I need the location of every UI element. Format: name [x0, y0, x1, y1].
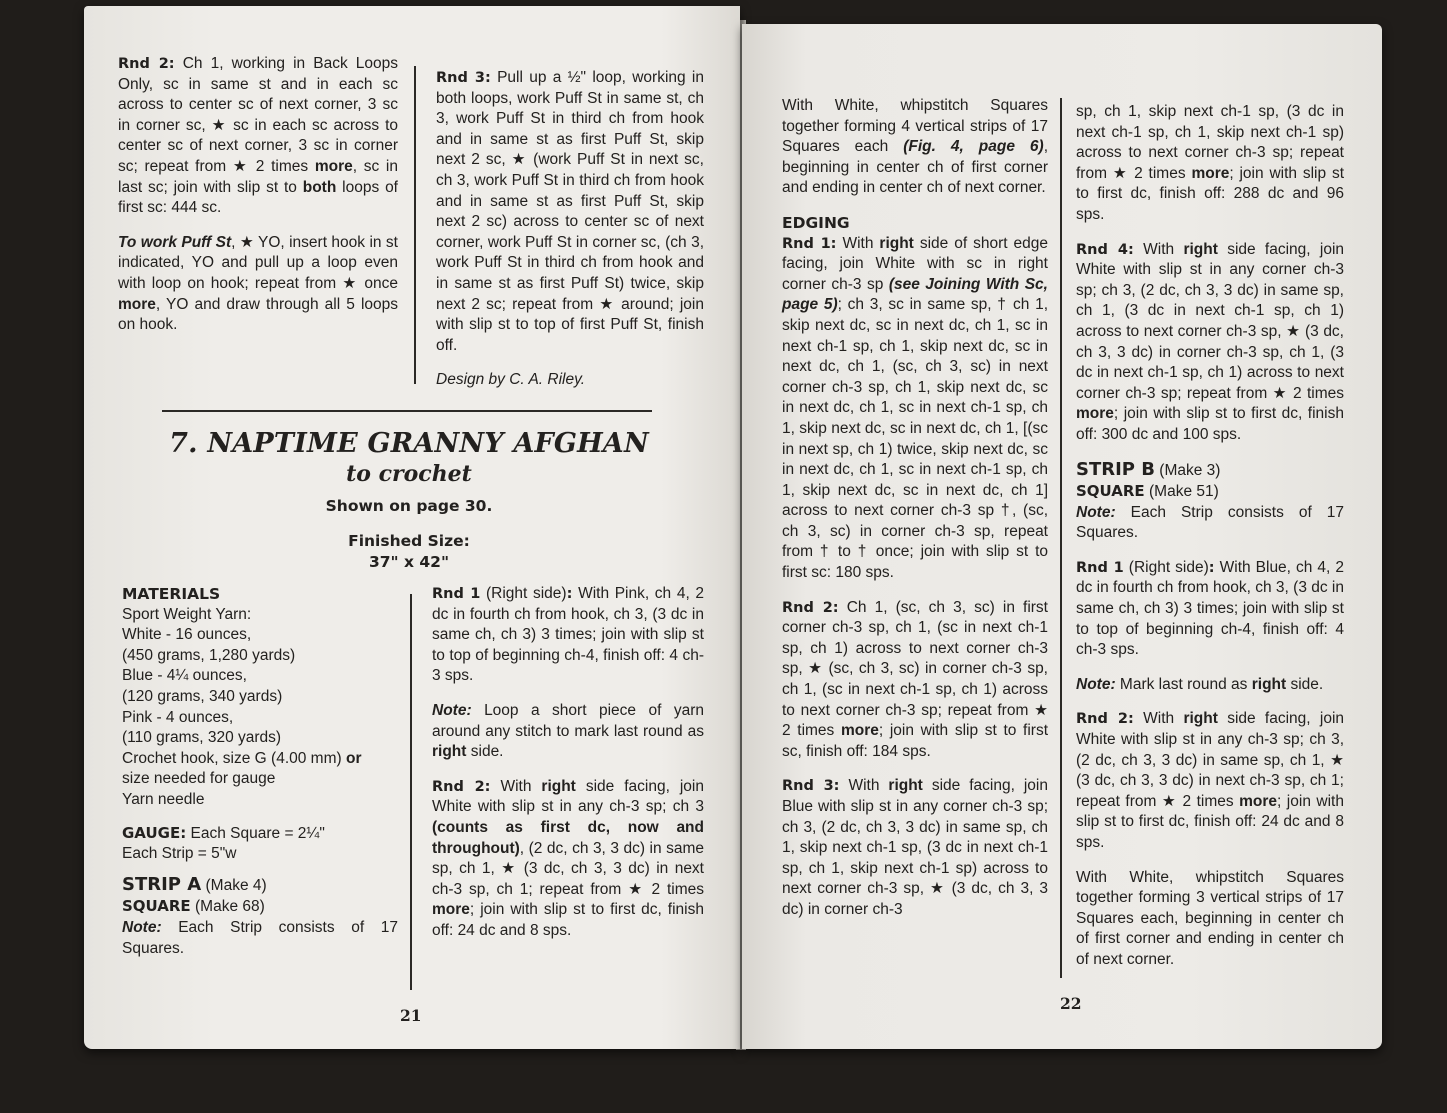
column-divider-2	[410, 594, 412, 990]
gauge-label: GAUGE:	[122, 823, 187, 842]
strip-b-rnd2-paragraph: Rnd 2: With right side facing, join White with slip st in any ch-3 sp; ch 3, (2 dc, ch 3, 3 dc) in same sp, ch 1, ★ (3 dc, ch 3, 3 dc) in next ch-3 sp, ch 1; repeat from ★ 2 times more; join with slip st to first dc, finish off: 24 dc and 8 sps.	[1076, 710, 1345, 851]
edging-rnd3-paragraph: Rnd 3: With right side facing, join Blue with slip st in any corner ch-3 sp; ch 3, (2 dc, ch 3, 3 dc) in same sp, ch 1, skip next ch-1 sp, (3 dc in next ch-1 sp, ch 1, skip next ch-1 sp) across to next corner ch-3 sp, ★ (3 dc, ch 3, 3 dc) in corner ch-3	[782, 777, 1048, 918]
materials-column	[122, 584, 398, 959]
rnd2-label: Rnd 2:	[118, 56, 175, 72]
rnd1-paragraph: Rnd 1 (Right side): With Pink, ch 4, 2 dc in fourth ch from hook, ch 3, (3 dc in same ch, ch 3) 3 times; join with slip st to top of beginning ch-4, finish off: 4 ch-3 sps.	[432, 585, 705, 685]
finished-size: Finished Size: 37" x 42"	[348, 532, 470, 571]
pattern-title-block	[144, 428, 674, 573]
rnd2-paragraph: Rnd 2: Ch 1, working in Back Loops Only, sc in same st and in each sc across to center sc of next corner, 3 sc in corner sc, ★ sc in each sc across to center sc of next corner, 3 sc in corner sc; repeat from ★ 2 times more, sc in last sc; join with slip st to both loops of first sc: 444 sc.	[118, 55, 399, 217]
gauge-block: GAUGE: Each Square = 2¼" Each Strip = 5"w	[122, 823, 325, 863]
strip-b-block: STRIP B (Make 3) SQUARE (Make 51) Note: Each Strip consists of 17 Squares.	[1076, 458, 1344, 542]
right-column-top	[436, 68, 704, 391]
page-number-right: 22	[1060, 994, 1082, 1013]
materials-heading: MATERIALS	[122, 585, 221, 603]
shown-on-page: Shown on page 30.	[325, 497, 493, 515]
right-page-column-1	[782, 96, 1048, 935]
whipstitch-paragraph: With White, whipstitch Squares together forming 4 vertical strips of 17 Squares each (Fig. 4, page 6), beginning in center ch of first corner and ending in center ch of next corner.	[782, 97, 1048, 197]
left-page	[84, 6, 740, 1049]
square-heading: SQUARE	[122, 897, 191, 916]
pattern-subtitle: to crochet	[346, 461, 472, 487]
right-page-column-2	[1076, 102, 1344, 985]
strip-a-heading: STRIP A	[122, 873, 202, 895]
continued-paragraph: sp, ch 1, skip next ch-1 sp, (3 dc in next ch-1 sp, ch 1, skip next ch-1 sp) across to next corner ch-3 sp; repeat from ★ 2 times more; join with slip st to first dc, finish off: 288 dc and 96 sps.	[1076, 103, 1344, 223]
puff-st-label: To work Puff St	[118, 233, 232, 251]
left-column-top	[118, 54, 398, 350]
rnd4-paragraph: Rnd 4: With right side facing, join White with slip st in any corner ch-3 sp; ch 3, (2 dc, ch 3, 3 dc) in same sp, ch 1, (3 dc in next ch-1 sp, ch 1) across to next corner ch-3 sp, ★ (3 dc, ch 3, 3 dc) in corner ch-3 sp, ch 1, (3 dc in next ch-1 sp, ch 1) across to next corner ch-3 sp; repeat from ★ 2 times more; join with slip st to first dc, finish off: 300 dc and 100 sps.	[1076, 240, 1345, 443]
edging-rnd2-paragraph: Rnd 2: Ch 1, (sc, ch 3, sc) in first corner ch-3 sp, ch 1, (sc in next ch-1 sp, ch 1) across to next corner ch-3 sp, ★ (sc, ch 3, sc) in corner ch-3 sp, ch 1, (sc in next ch-1 sp, ch 1) across to next corner ch-3 sp; repeat from ★ 2 times more; join with slip st to first sc, finish off: 184 sps.	[782, 598, 1048, 760]
right-page	[742, 24, 1382, 1049]
pattern-title: 7. NAPTIME GRANNY AFGHAN	[169, 428, 649, 459]
note-paragraph: Note: Loop a short piece of yarn around any stitch to mark last round as right side.	[432, 701, 704, 761]
strip-a-block: STRIP A (Make 4) SQUARE (Make 68) Note: Each Strip consists of 17 Squares.	[122, 873, 398, 957]
design-credit: Design by C. A. Riley.	[436, 371, 586, 389]
rounds-column	[432, 584, 704, 956]
strip-b-note-paragraph: Note: Mark last round as right side.	[1076, 675, 1324, 693]
materials-list: MATERIALS Sport Weight Yarn: White - 16 ounces, (450 grams, 1,280 yards) Blue - 4¼ ounces, (120 grams, 340 yards) Pink - 4 ounces, (110 grams, 320 yards) Crochet hook, size G (4.00 mm) or size needed for gauge Yarn needle	[122, 584, 398, 811]
page-number-left: 21	[400, 1006, 422, 1025]
rnd3-label: Rnd 3:	[436, 70, 491, 86]
strip-b-heading: STRIP B	[1076, 458, 1155, 480]
section-divider	[162, 410, 652, 412]
column-divider-3	[1060, 98, 1062, 978]
strip-b-rnd1-paragraph: Rnd 1 (Right side): With Blue, ch 4, 2 dc in fourth ch from hook, ch 3, (3 dc in same ch, ch 3) 3 times; join with slip st to top of beginning ch-4, finish off: 4 ch-3 sps.	[1076, 558, 1345, 659]
rnd3-paragraph: Rnd 3: Pull up a ½" loop, working in both loops, work Puff St in same st, ch 3, work Puff St in third ch from hook and in same st as first Puff St, skip next 2 sc, ★ (work Puff St in next sc, ch 3, work Puff St in third ch from hook and in same st as first Puff St, skip next 2 sc) across to center sc of next corner, work Puff St in corner sc, (ch 3, work Puff St in third ch from hook and in same st as first Puff St) twice, skip next 2 sc; repeat from ★ around; join with slip st to top of first Puff St, finish off.	[436, 69, 704, 354]
rnd2b-paragraph: Rnd 2: With right side facing, join White with slip st in any ch-3 sp; ch 3 (counts as first dc, now and throughout), (2 dc, ch 3, 3 dc) in same sp, ch 1, ★ (3 dc, ch 3, 3 dc) in next ch-3 sp, ch 1; repeat from ★ 2 times more; join with slip st to first dc, finish off: 24 dc and 8 sps.	[432, 777, 704, 939]
final-whipstitch-paragraph: With White, whipstitch Squares together forming 3 vertical strips of 17 Squares each, beginning in center ch of first corner and ending in center ch of next corner.	[1076, 868, 1344, 968]
edging-heading: EDGING	[782, 213, 850, 232]
puff-st-paragraph: To work Puff St, ★ YO, insert hook in st indicated, YO and pull up a loop even with loop on hook; repeat from ★ once more, YO and draw through all 5 loops on hook.	[118, 233, 398, 334]
column-divider	[414, 66, 416, 384]
edging-rnd1-paragraph: Rnd 1: With right side of short edge facing, join White with sc in right corner ch-3 sp (see Joining With Sc, page 5); ch 3, sc in same sp, † ch 1, skip next dc, sc in next dc, ch 1, sc in next ch-1 sp, ch 1, skip next dc, sc in next dc, ch 1, (sc, ch 3, sc) in next corner ch-3 sp, ch 1, skip next dc, sc in next dc, ch 1, sc in next ch-1 sp, ch 1, skip next dc, sc in next dc, ch 1, [(sc in next sp, ch 1) twice, skip next dc, sc in next dc, ch 1, sc in next ch-1 sp, ch 1, skip next dc, sc in next dc, ch 1] across to next corner ch-3 sp †, (sc, ch 3, sc) in corner ch-3 sp, repeat from † to † once; join with slip st to first sc: 180 sps.	[782, 234, 1049, 582]
